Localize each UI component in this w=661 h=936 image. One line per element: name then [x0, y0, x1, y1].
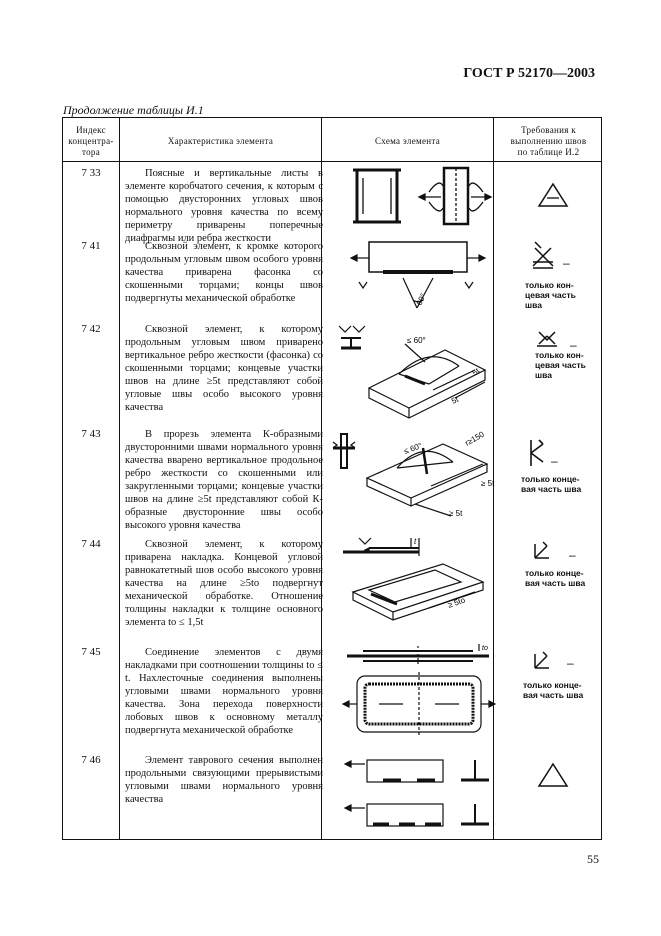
scheme-double-cover-joint: [343, 642, 495, 738]
column-header-index: Индекс концентра- тора: [68, 124, 114, 157]
column-divider: [119, 118, 120, 839]
row-description: Соединение элементов с двумя накладками при соотношении толщины to ≤ t. Нахлесточные соединения выполнены угловыми швами нормального уровня качества. Зона перехода поверхности лобовых швов к основному металлу подвергнута механической обработке: [125, 647, 323, 736]
weld-symbol-icon: [531, 542, 553, 562]
row-index: 7 45: [81, 646, 101, 658]
row-description: В прорезь элемента К-образными двусторонними швами нормального уровня качества вварено вертикальное продольное ребро жесткости со скошенными или закругленными торцами; концевые участки швов на длине ≥5t представляют собой К-образные двусторонние швы особо высокого уровня качества: [125, 429, 323, 531]
angle-label: ≤ 60°: [407, 336, 426, 345]
dimension-label: 5t: [450, 394, 460, 406]
weld-quality-triangle-icon: [537, 762, 569, 790]
row-index: 7 41: [81, 240, 101, 252]
row-description: Поясные и вертикальные листы в элементе коробчатого сечения, к которым с помощью двусторонних угловых швов нормального уровня качества по всему периметру приварены поперечные диафрагмы или ребра жесткости: [125, 168, 323, 244]
dimension-label: ≥ 5t: [481, 479, 495, 488]
standard-designation: ГОСТ Р 52170—2003: [463, 66, 595, 81]
header-divider: [63, 161, 601, 162]
k-weld-symbol-icon: [525, 438, 547, 468]
requirement-dash: –: [570, 338, 577, 352]
dimension-label: to: [482, 645, 488, 652]
scheme-k-weld-stiffener: [331, 424, 497, 518]
row-description: Сквозной элемент, к которому продольным угловым швом приварено вертикальное ребро жесткости (фасонка) со скошенными торцами; концевые участки швов на длине ≥5t представляют собой угловые швы особо высокого уровня качества: [125, 324, 323, 413]
requirement-note: только кон- цевая часть шва: [535, 350, 586, 380]
radius-label: r≥150: [463, 429, 486, 448]
requirement-note: только кон- цевая часть шва: [525, 280, 576, 310]
scheme-longitudinal-stiffener: [335, 318, 491, 422]
requirement-dash: –: [551, 454, 558, 468]
column-header-scheme: Схема элемента: [374, 135, 441, 146]
requirement-dash: –: [567, 656, 574, 670]
page-number: 55: [587, 852, 599, 866]
weld-symbol-icon: [529, 240, 557, 274]
row-description: Сквозной элемент, к которому приварена накладка. Концевой угловой равнокатетный шов особо высокого уровня качества на длине ≥5to подвергнут механической обработке. Отношение толщины накладки к толщине основного элемента to ≤ 1,5t: [125, 539, 323, 628]
dimension-label: ≥ 5t: [449, 509, 463, 518]
row-index: 7 42: [81, 323, 101, 335]
column-header-description: Характеристика элемента: [167, 135, 274, 146]
column-header-requirements: Требования к выполнению швов по таблице И.2: [510, 124, 587, 157]
weld-symbol-icon: [535, 328, 561, 350]
scheme-cover-plate: [339, 534, 487, 630]
requirement-dash: –: [569, 548, 576, 562]
requirement-note: только конце- вая часть шва: [523, 680, 584, 700]
weld-symbol-icon: [531, 652, 553, 672]
row-index: 7 44: [81, 538, 101, 550]
angle-label: ≤ 60°: [402, 441, 424, 456]
row-index: 7 46: [81, 754, 101, 766]
scheme-box-section: [349, 162, 489, 234]
angle-label: 60°: [414, 292, 428, 307]
requirement-note: только конце- вая часть шва: [521, 474, 582, 494]
element-table: [62, 117, 602, 840]
row-description: Сквозной элемент, к кромке которого продольным угловым швом особого уровня качества приварена фасонка со скошенными торцами; концы швов подвергнуты механической обработке: [125, 241, 323, 304]
row-index: 7 43: [81, 428, 101, 440]
scheme-through-element-gusset: [347, 238, 487, 314]
dimension-label: ≥ 5to: [446, 595, 467, 610]
requirement-note: только конце- вая часть шва: [525, 568, 586, 588]
scheme-tee-section: [343, 750, 493, 836]
requirement-dash: –: [563, 256, 570, 270]
row-index: 7 33: [81, 167, 101, 179]
weld-quality-triangle-icon: [537, 182, 569, 210]
row-description: Элемент таврового сечения выполнен продольными связующими прерывистыми угловыми швами нормального уровня качества: [125, 755, 323, 805]
dimension-label: 5t: [470, 366, 482, 378]
table-continuation-caption: Продолжение таблицы И.1: [63, 103, 204, 117]
dimension-label: t: [414, 537, 417, 546]
